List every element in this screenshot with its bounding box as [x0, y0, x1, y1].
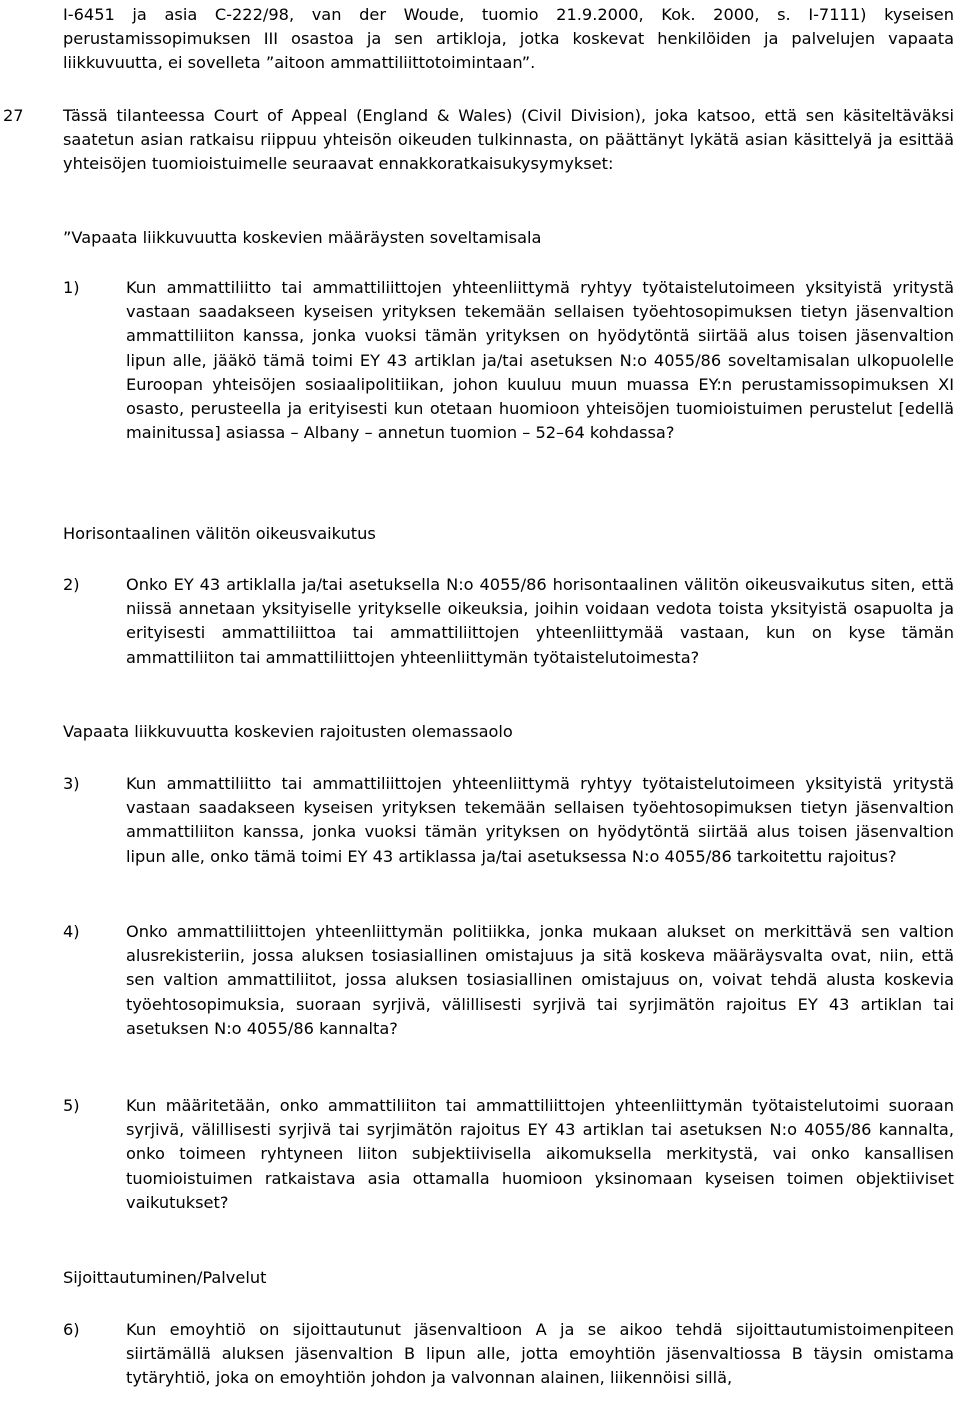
question-number: 2)	[63, 575, 80, 594]
question-text: Onko ammattiliittojen yhteenliittymän politiikka, jonka mukaan alukset on merkittävä sen valtion alusrekisteriin, jossa aluksen tosiasiallinen omistajuus ja sitä koskeva määräysvalta ovat, niin, että sen valtion ammattiliitot, jossa aluksen tosiasiallinen omistajuus on, voivat tehdä alusta koskevia työehtosopimuksia, suoraan syrjivä, välillisesti syrjivä tai syrjimätön rajoitus EY 43 artiklan tai asetuksen N:o 4055/86 kannalta?	[126, 922, 954, 1038]
question-3	[63, 772, 954, 869]
question-text: Kun emoyhtiö on sijoittautunut jäsenvaltioon A ja se aikoo tehdä sijoittautumistoimenpiteen siirtämällä aluksen jäsenvaltion B lipun alle, jotta emoyhtiön jäsenvaltiossa B täysin omistama tytäryhtiö, joka on emoyhtiön johdon ja valvonnan alainen, liikennöisi sillä,	[126, 1320, 954, 1388]
heading-horizontal-effect: Horisontaalinen välitön oikeusvaikutus	[63, 524, 376, 543]
question-number: 5)	[63, 1096, 80, 1115]
question-text: Kun ammattiliitto tai ammattiliittojen yhteenliittymä ryhtyy työtaistelutoimeen yksityistä yritystä vastaan saadakseen kyseisen yrityksen tekemään sellaisen työehtosopimuksen tietyn jäsenvaltion ammattiliiton kanssa, jonka vuoksi tämän yrityksen on hyödytöntä siirtää alus toisen jäsenvaltion lipun alle, onko tämä toimi EY 43 artiklassa ja/tai asetuksessa N:o 4055/86 tarkoitettu rajoitus?	[126, 774, 954, 866]
question-number: 3)	[63, 774, 80, 793]
intro-paragraph: I-6451 ja asia C-222/98, van der Woude, tuomio 21.9.2000, Kok. 2000, s. I-7111) kyseisen perustamissopimuksen III osastoa ja sen artikloja, jotka koskevat henkilöiden ja palvelujen vapaata liikkuvuutta, ei sovelleta ”aitoon ammattiliittotoimintaan”.	[63, 5, 954, 73]
question-2	[63, 573, 954, 670]
question-number: 1)	[63, 278, 80, 297]
question-text: Onko EY 43 artiklalla ja/tai asetuksella N:o 4055/86 horisontaalinen välitön oikeusvaikutus siten, että niissä annetaan yksityiselle yritykselle oikeuksia, joihin voidaan vedota toista yksityistä osapuolta ja erityisesti ammattiliittoa tai ammattiliittojen yhteenliittymää vastaan, kun on kyse tämän ammattiliiton tai ammattiliittojen yhteenliittymän työtaistelutoimesta?	[126, 575, 954, 667]
question-1	[63, 276, 954, 445]
question-6	[63, 1318, 954, 1391]
question-5	[63, 1094, 954, 1215]
paragraph-number: 27	[3, 106, 24, 125]
question-text: Kun määritetään, onko ammattiliiton tai ammattiliittojen yhteenliittymän työtaistelutoimi suoraan syrjivä, välillisesti syrjivä tai syrjimätön rajoitus EY 43 artiklan tai asetuksen N:o 4055/86 kannalta, onko toimeen ryhtyneen liiton subjektiivisella aikomuksella merkitystä, vai onko kansallisen tuomioistuimen ratkaistava asia ottamalla huomioon yksinomaan kyseisen toimen objektiiviset vaikutukset?	[126, 1096, 954, 1212]
question-number: 4)	[63, 922, 80, 941]
heading-scope: ”Vapaata liikkuvuutta koskevien määräysten soveltamisala	[63, 228, 542, 247]
question-text: Kun ammattiliitto tai ammattiliittojen yhteenliittymä ryhtyy työtaistelutoimeen yksityistä yritystä vastaan saadakseen kyseisen yrityksen tekemään sellaisen työehtosopimuksen tietyn jäsenvaltion ammattiliiton kanssa, jonka vuoksi tämän yrityksen on hyödytöntä siirtää alus toisen jäsenvaltion lipun alle, jääkö tämä toimi EY 43 artiklan ja/tai asetuksen N:o 4055/86 soveltamisalan ulkopuolelle Euroopan yhteisöjen sosiaalipolitiikan, johon kuuluu muun muassa EY:n perustamissopimuksen XI osasto, perusteella ja erityisesti kun otetaan huomioon yhteisöjen tuomioistuimen perustelut [edellä mainitussa] asiassa – Albany – annetun tuomion – 52–64 kohdassa?	[126, 278, 954, 443]
question-number: 6)	[63, 1320, 80, 1339]
question-4	[63, 920, 954, 1041]
heading-establishment-services: Sijoittautuminen/Palvelut	[63, 1268, 267, 1287]
paragraph-27-text: Tässä tilanteessa Court of Appeal (England & Wales) (Civil Division), joka katsoo, että sen käsiteltäväksi saatetun asian ratkaisu riippuu yhteisön oikeuden tulkinnasta, on päättänyt lykätä asian käsittelyä ja esittää yhteisöjen tuomioistuimelle seuraavat ennakkoratkaisukysymykset:	[63, 106, 954, 174]
heading-restrictions: Vapaata liikkuvuutta koskevien rajoitusten olemassaolo	[63, 722, 513, 741]
